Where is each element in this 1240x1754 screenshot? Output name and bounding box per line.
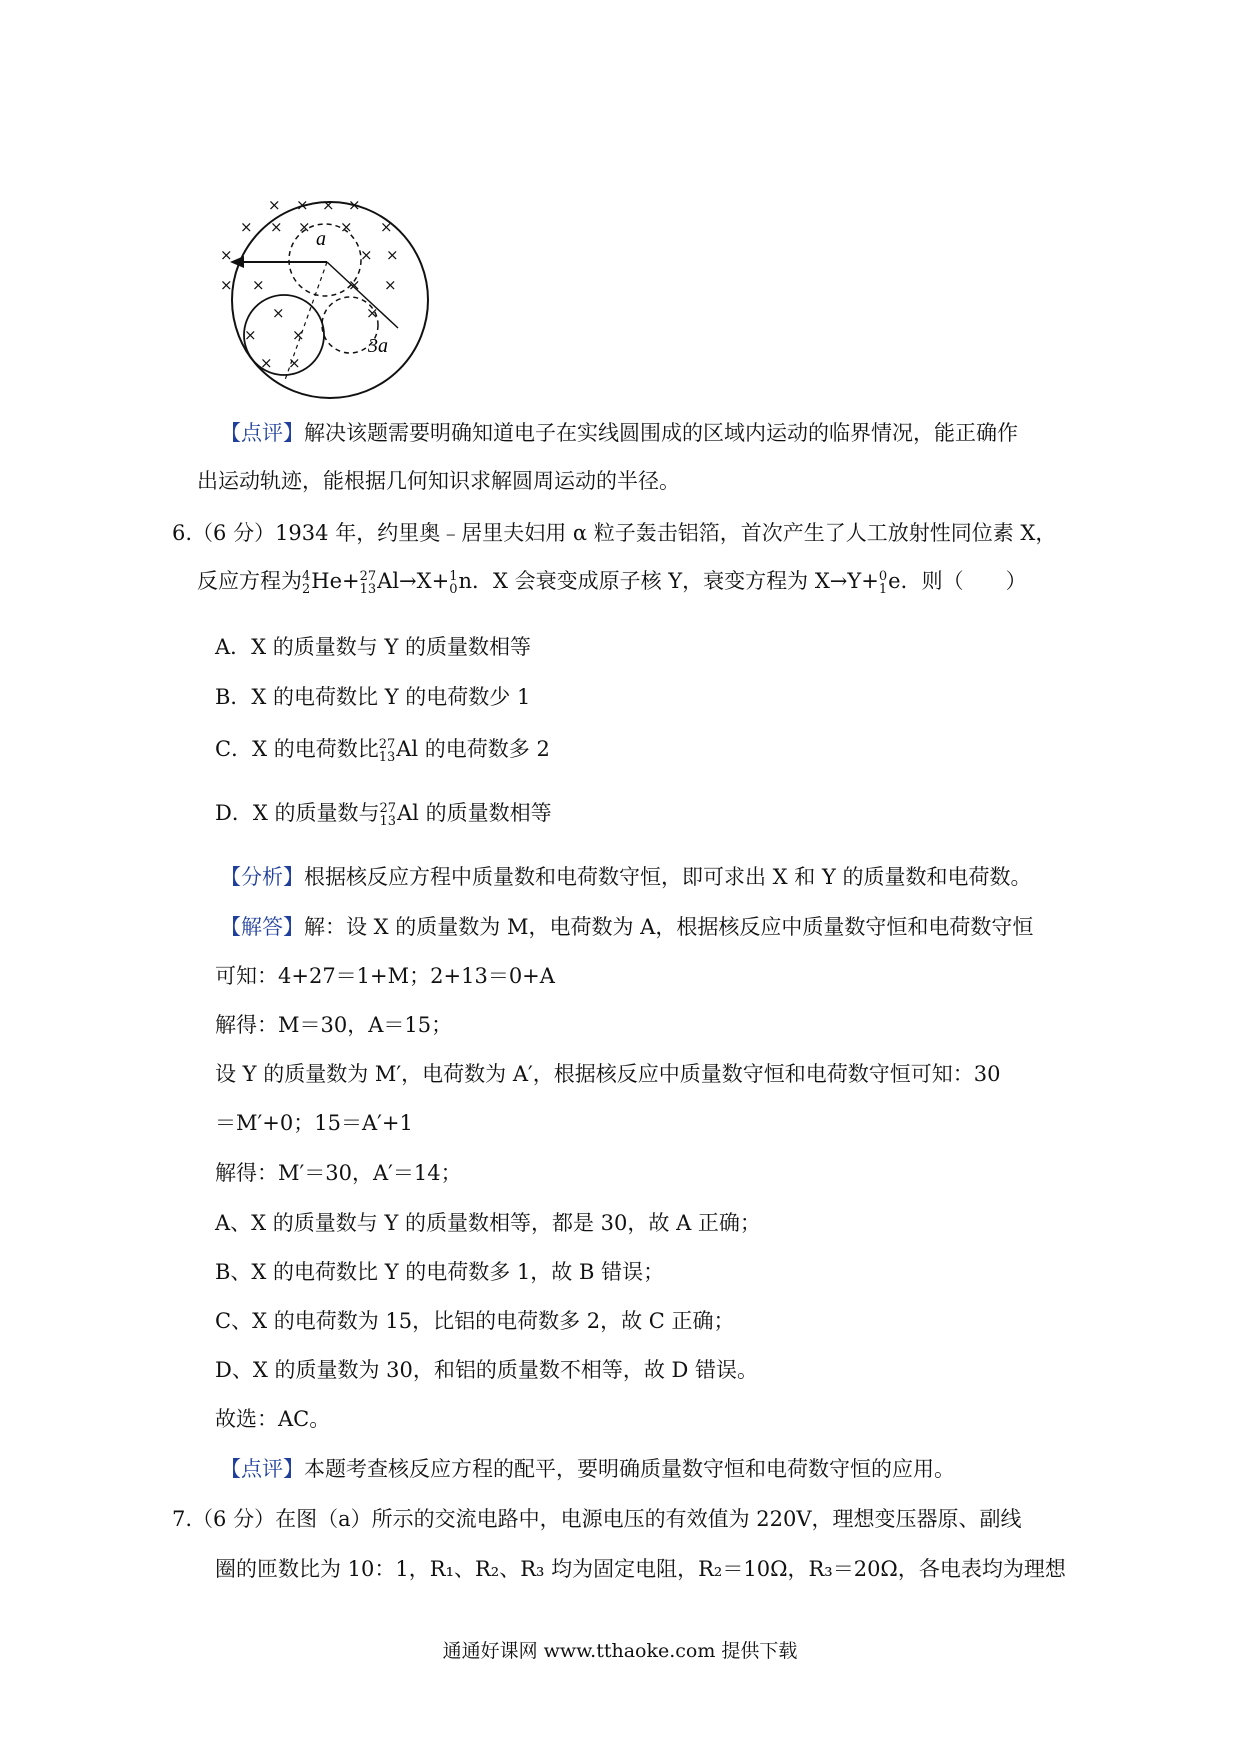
svg-text:×: × xyxy=(340,218,353,236)
q6-option-b: B．X 的电荷数比 Y 的电荷数少 1 xyxy=(215,685,531,709)
answer-line6: 解得：M′＝30，A′＝14； xyxy=(215,1161,462,1185)
answer-line7: A、X 的质量数与 Y 的质量数相等，都是 30，故 A 正确； xyxy=(215,1211,761,1235)
answer-line11: 故选：AC。 xyxy=(215,1407,331,1431)
q7-line1: 7.（6 分）在图（a）所示的交流电路中，电源电压的有效值为 220V，理想变压器原、副线 xyxy=(172,1507,1022,1531)
svg-text:×: × xyxy=(292,326,305,344)
page-footer: 通通好课网 www.tthaoke.com 提供下载 xyxy=(442,1640,798,1662)
svg-text:×: × xyxy=(348,276,361,294)
svg-text:×: × xyxy=(322,196,335,214)
q6-option-a: A．X 的质量数与 Y 的质量数相等 xyxy=(215,635,532,659)
answer-line9: C、X 的电荷数为 15，比铝的电荷数多 2，故 C 正确； xyxy=(215,1309,735,1333)
svg-text:×: × xyxy=(240,218,253,236)
answer-line5: ＝M′+0；15＝A′+1 xyxy=(215,1111,413,1135)
svg-text:×: × xyxy=(348,196,361,214)
q6-option-d: D．X 的质量数与 27 13 Al 的质量数相等 xyxy=(215,800,552,829)
svg-text:×: × xyxy=(220,276,233,294)
q6-stem2: 反应方程为 4 2 He+ 27 13 Al→X+ 1 0 n．X 会衰变成原子核 Y，衰变方程为 X→Y+ 0 1 e．则（ ） xyxy=(197,568,1027,597)
svg-text:×: × xyxy=(298,218,311,236)
svg-text:×: × xyxy=(296,196,309,214)
svg-text:×: × xyxy=(272,304,285,322)
review1-line2: 出运动轨迹，能根据几何知识求解圆周运动的半径。 xyxy=(197,469,680,493)
radius-3a-line xyxy=(327,262,398,328)
e-particle: 0 1 xyxy=(878,568,888,597)
svg-text:×: × xyxy=(366,304,379,322)
al-nuclide-d: 27 13 xyxy=(379,800,397,829)
svg-text:×: × xyxy=(270,218,283,236)
al-nuclide-c: 27 13 xyxy=(378,736,396,765)
svg-text:×: × xyxy=(384,276,397,294)
magnetic-field-figure xyxy=(220,190,460,410)
q6-stem1: 6.（6 分）1934 年，约里奥﹣居里夫妇用 α 粒子轰击铝箔，首次产生了人工放射性同位素 X， xyxy=(172,521,1057,545)
answer-line10: D、X 的质量数为 30，和铝的质量数不相等，故 D 错误。 xyxy=(215,1358,759,1382)
review2-line: 【点评】本题考查核反应方程的配平，要明确质量数守恒和电荷数守恒的应用。 xyxy=(220,1457,955,1481)
svg-text:×: × xyxy=(386,246,399,264)
review1-line1: 【点评】解决该题需要明确知道电子在实线圆围成的区域内运动的临界情况，能正确作 xyxy=(220,421,1018,445)
he-nuclide: 4 2 xyxy=(302,568,311,597)
svg-text:×: × xyxy=(288,354,301,372)
svg-text:×: × xyxy=(244,326,257,344)
analysis-line: 【分析】根据核反应方程中质量数和电荷数守恒，即可求出 X 和 Y 的质量数和电荷数。 xyxy=(220,865,1032,889)
svg-text:×: × xyxy=(220,246,233,264)
label-3a: 3a xyxy=(368,335,388,357)
answer-line8: B、X 的电荷数比 Y 的电荷数多 1，故 B 错误； xyxy=(215,1260,665,1284)
answer-line4: 设 Y 的质量数为 M′，电荷数为 A′，根据核反应中质量数守恒和电荷数守恒可知：30 xyxy=(215,1062,1001,1086)
answer-line1: 【解答】解：设 X 的质量数为 M，电荷数为 A，根据核反应中质量数守恒和电荷数守恒 xyxy=(220,915,1034,939)
svg-text:×: × xyxy=(260,354,273,372)
n-nuclide: 1 0 xyxy=(449,568,458,597)
answer-line3: 解得：M＝30，A＝15； xyxy=(215,1013,453,1037)
svg-text:×: × xyxy=(380,218,393,236)
answer-line2: 可知：4+27＝1+M；2+13＝0+A xyxy=(215,964,555,988)
al-nuclide: 27 13 xyxy=(359,568,377,597)
svg-text:×: × xyxy=(252,276,265,294)
svg-text:×: × xyxy=(268,196,281,214)
review-tag: 【点评】 xyxy=(220,421,304,445)
q7-line2: 圈的匝数比为 10：1，R₁、R₂、R₃ 均为固定电阻，R₂＝10Ω，R₃＝20Ω，各电表均为理想 xyxy=(215,1557,1066,1581)
label-a: a xyxy=(316,228,326,250)
q6-option-c: C．X 的电荷数比 27 13 Al 的电荷数多 2 xyxy=(215,736,550,765)
svg-text:×: × xyxy=(360,246,373,264)
